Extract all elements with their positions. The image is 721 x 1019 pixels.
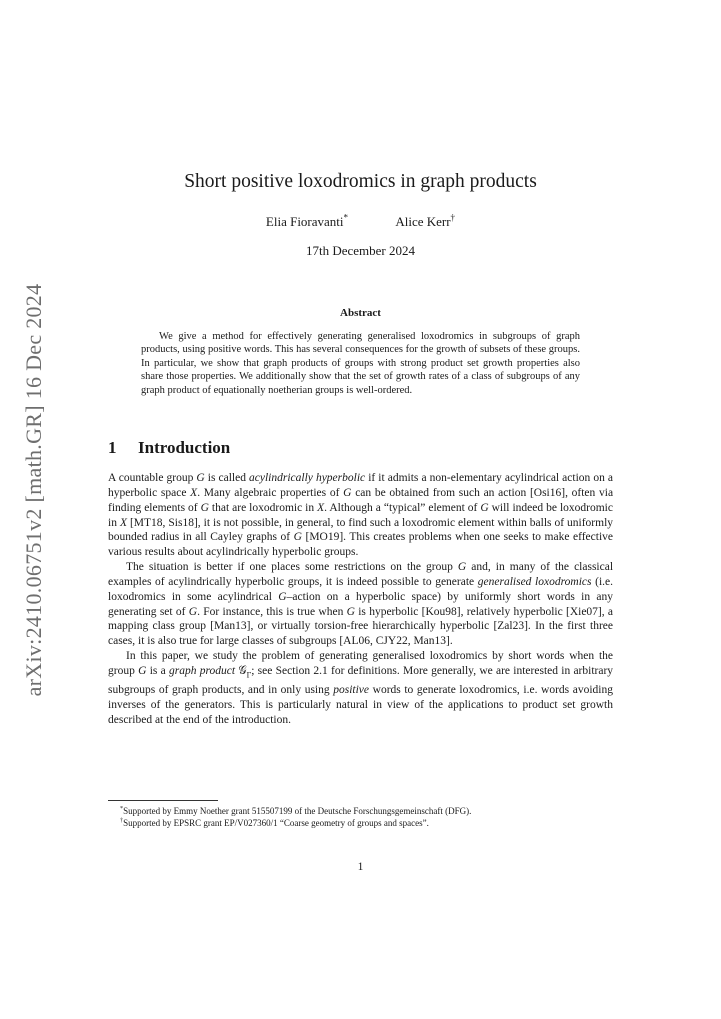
- abstract-heading: Abstract: [340, 307, 381, 319]
- author-2-name: Alice Kerr: [395, 214, 451, 229]
- author-list: [108, 214, 613, 230]
- graph-product-symbol: 𝒢$_\Gamma$: [238, 664, 252, 680]
- author-2-mark: †: [450, 212, 456, 223]
- paragraph-1: A countable group G is called acylindrically hyperbolic if it admits a non-elementary acylindrical action on a hyperbolic space X. Many algebraic properties of G can be obtained from such an action [Osi16], often via finding elements of G that are loxodromic in X. Although a “typical” element of G will indeed be loxodromic in X [MT18, Sis18], it is not possible, in general, to find such a loxodromic element within balls of uniformly bounded radius in all Cayley graphs of G [MO19]. This creates problems when one seeks to make effective various results about acylindrically hyperbolic groups.: [108, 472, 614, 559]
- paper-date: 17th December 2024: [305, 243, 416, 258]
- footnotes: [108, 805, 613, 829]
- arxiv-identifier: arXiv:2410.06751v2 [math.GR] 16 Dec 2024: [21, 283, 46, 697]
- section-heading: [108, 438, 230, 458]
- term-acylindrically-hyperbolic: acylindrically hyperbolic: [249, 472, 366, 484]
- author-1: [266, 214, 348, 230]
- footnote-rule: [108, 800, 218, 801]
- paper-title: Short positive loxodromics in graph products: [184, 171, 537, 192]
- term-positive: positive: [333, 684, 370, 697]
- abstract-body: We give a method for effectively generating generalised loxodromics in subgroups of graph products, using positive words. This has several consequences for the growth of subsets of these groups. In particular, we show that graph products of groups with strong product set growth properties also share those properties. We additionally show that the set of growth rates of a class of subgroups of any graph product of equationally noetherian groups is well-ordered.: [141, 331, 580, 396]
- arxiv-sidebar: [14, 283, 54, 697]
- introduction-body: [108, 471, 613, 728]
- paragraph-2: The situation is better if one places some restrictions on the group G and, in many of the classical examples of acylindrically hyperbolic groups, it is indeed possible to generate generalised loxodromics (i.e. loxodromics in some acylindrical G–action on a hyperbolic space) by uniformly short words in any generating set of G. For instance, this is true when G is hyperbolic [Kou98], relatively hyperbolic [Xie07], a mapping class group [Man13], or virtually torsion-free hierarchically hyperbolic [Zal23]. In the first three cases, it is also true for large classes of subgroups [AL06, CJY22, Man13].: [108, 561, 614, 648]
- author-2: [395, 214, 455, 230]
- footnote-2: †Supported by EPSRC grant EP/V027360/1 “Coarse geometry of groups and spaces”.: [120, 817, 429, 828]
- page-number: 1: [357, 861, 364, 873]
- section-title: Introduction: [138, 438, 231, 457]
- term-graph-product: graph product: [169, 664, 236, 677]
- term-generalised-loxodromics: generalised loxodromics: [477, 575, 592, 588]
- paragraph-3: In this paper, we study the problem of generating generalised loxodromics by short words when the group G is a graph product 𝒢$_\Gamma$; see Section 2.1 for definitions. More generally, we are interested in arbitrary subgroups of graph products, and in only using positive words to generate loxodromics, i.e. words avoiding inverses of the generators. This is particularly natural in view of the applications to product set growth described at the end of the introduction.: [108, 650, 614, 726]
- author-1-mark: *: [343, 212, 349, 223]
- footnote-1: *Supported by Emmy Noether grant 515507199 of the Deutsche Forschungsgemeinschaft (DFG).: [120, 805, 472, 816]
- author-1-name: Elia Fioravanti: [265, 214, 344, 229]
- section-number: 1: [108, 438, 117, 457]
